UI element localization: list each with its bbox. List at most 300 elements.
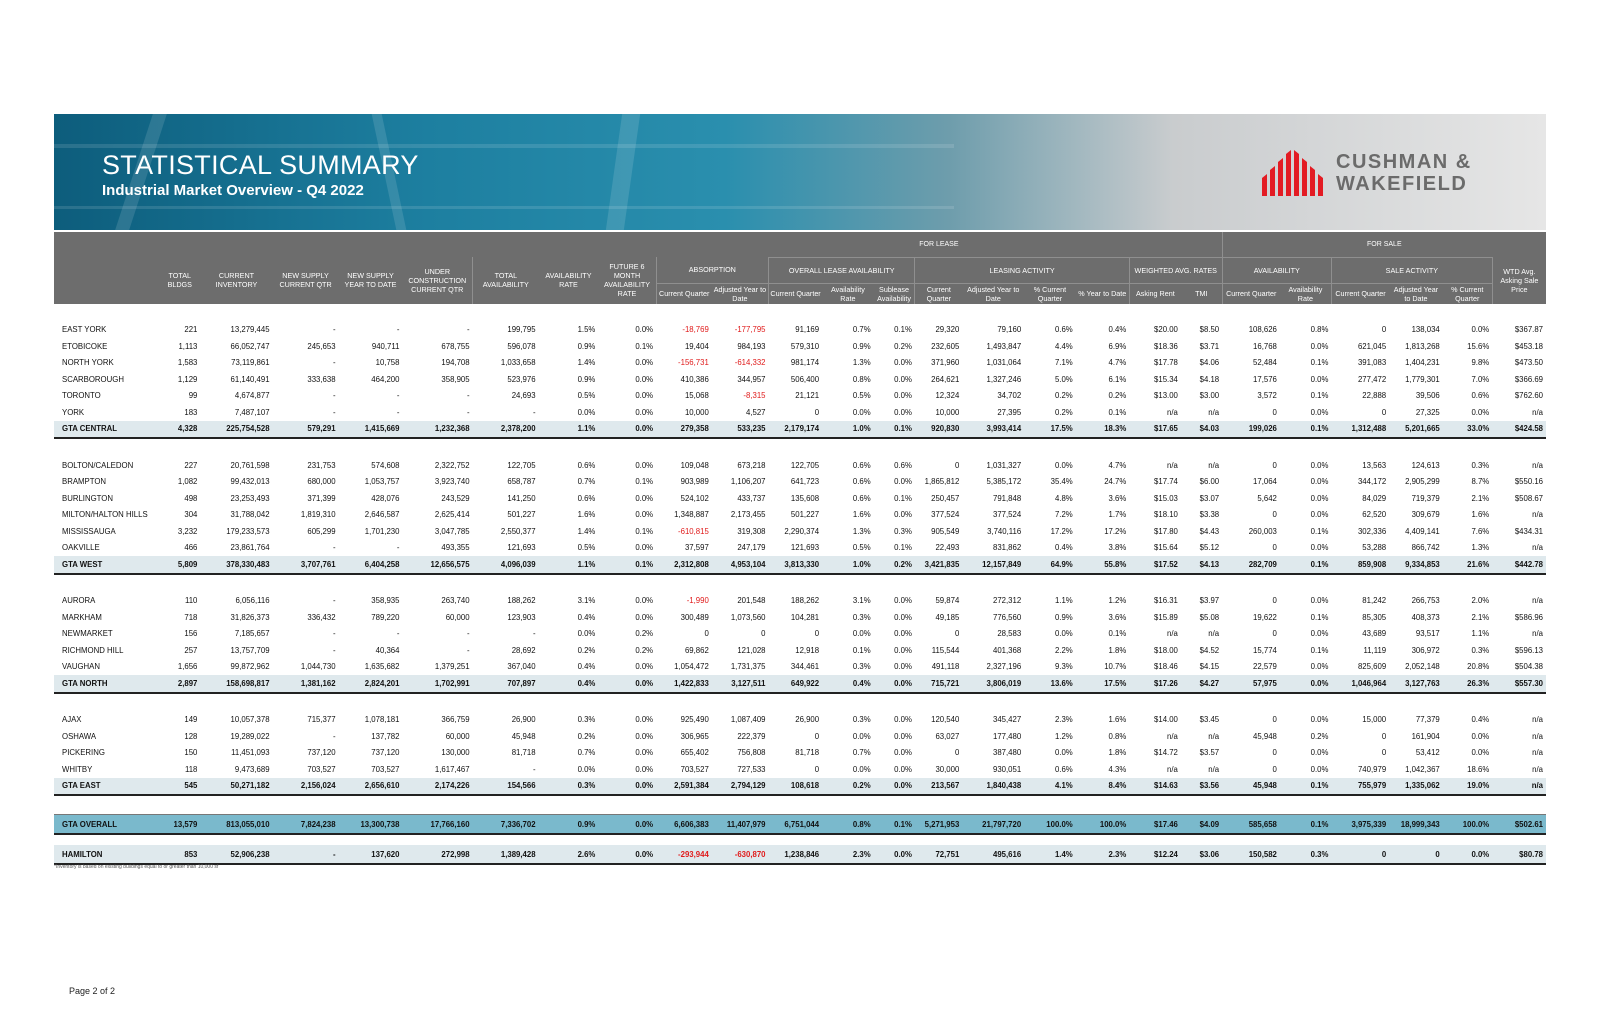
table-cell: 0.1% bbox=[1108, 407, 1127, 417]
table-cell: 20.8% bbox=[1467, 662, 1490, 672]
table-cell: 0.1% bbox=[1310, 526, 1329, 536]
table-cell: 1,840,438 bbox=[962, 778, 1024, 796]
col-total-bldgs: TOTAL BLDGS bbox=[159, 257, 200, 304]
table-cell: 10.7% bbox=[1104, 662, 1127, 672]
table-cell: 1,583 bbox=[177, 358, 198, 368]
table-cell: 4.7% bbox=[1108, 358, 1127, 368]
table-cell: 0.9% bbox=[577, 374, 596, 384]
table-cell: 135,608 bbox=[790, 493, 820, 503]
table-cell: 108,626 bbox=[1248, 325, 1277, 335]
table-cell: 6.9% bbox=[1108, 341, 1127, 351]
table-cell: 345,427 bbox=[992, 715, 1022, 725]
table-cell: 0.3% bbox=[894, 526, 912, 536]
table-row bbox=[54, 457, 1546, 474]
table-cell: 0.9% bbox=[539, 815, 599, 835]
table-cell: 940,711 bbox=[371, 341, 400, 351]
table-cell: 30,000 bbox=[935, 764, 960, 774]
table-cell: 26,900 bbox=[795, 715, 820, 725]
table-cell: 3,740,116 bbox=[987, 526, 1022, 536]
table-cell: 5,385,172 bbox=[986, 477, 1022, 487]
table-cell: 1,031,327 bbox=[986, 460, 1022, 470]
col-tmi: TMI bbox=[1181, 283, 1222, 304]
submarket-name: HAMILTON bbox=[54, 845, 159, 864]
table-cell: 0.6% bbox=[852, 460, 871, 470]
table-cell: n/a bbox=[1532, 748, 1543, 758]
table-cell: 703,527 bbox=[371, 764, 400, 774]
table-cell: 0 bbox=[704, 629, 709, 639]
overall-lease-availability-group: OVERALL LEASE AVAILABILITY bbox=[769, 257, 915, 283]
table-cell: 0.2% bbox=[1054, 391, 1073, 401]
table-cell: 3,421,835 bbox=[915, 556, 962, 574]
table-cell: 0.0% bbox=[577, 629, 596, 639]
table-cell: 3,813,330 bbox=[769, 556, 823, 574]
table-cell: 55.8% bbox=[1076, 556, 1130, 574]
table-cell: 177,480 bbox=[992, 731, 1022, 741]
table-cell: 813,055,010 bbox=[200, 815, 272, 835]
table-cell: 19,404 bbox=[684, 341, 709, 351]
col-total-availability: TOTAL AVAILABILITY bbox=[473, 257, 539, 304]
table-cell: 1,389,428 bbox=[473, 845, 539, 864]
table-cell: 0.1% bbox=[1310, 612, 1329, 622]
table-cell: 737,120 bbox=[371, 748, 400, 758]
table-cell: 0.6% bbox=[577, 493, 596, 503]
table-cell: $15.34 bbox=[1154, 374, 1178, 384]
table-cell: 72,751 bbox=[915, 845, 962, 864]
table-cell: 506,400 bbox=[790, 374, 820, 384]
table-cell: 4,674,877 bbox=[234, 391, 270, 401]
table-cell: 11,119 bbox=[1363, 645, 1387, 655]
table-cell: 0.0% bbox=[894, 510, 912, 520]
total-row bbox=[54, 675, 1546, 693]
table-cell: 93,517 bbox=[1415, 629, 1440, 639]
table-cell: 984,193 bbox=[737, 341, 766, 351]
table-cell: 0.0% bbox=[1310, 493, 1329, 503]
table-cell: 498 bbox=[184, 493, 198, 503]
table-cell: 264,621 bbox=[931, 374, 960, 384]
table-cell: 250,457 bbox=[931, 493, 960, 503]
table-cell: 1,327,246 bbox=[986, 374, 1022, 384]
table-cell: - bbox=[532, 629, 536, 639]
submarket-name: NORTH YORK bbox=[62, 358, 114, 368]
col-availability-rate: AVAILABILITY RATE bbox=[539, 257, 599, 304]
table-cell: 179,233,573 bbox=[226, 526, 270, 536]
table-cell: 925,490 bbox=[680, 715, 709, 725]
submarket-name: AJAX bbox=[62, 715, 82, 725]
table-cell: 0.0% bbox=[1310, 477, 1329, 487]
table-cell: 641,723 bbox=[790, 477, 820, 487]
table-cell: 649,922 bbox=[769, 675, 823, 693]
table-cell: 0.0% bbox=[635, 543, 654, 553]
table-cell: $3.56 bbox=[1181, 778, 1222, 796]
table-cell: 3.6% bbox=[1108, 612, 1127, 622]
table-cell: 0 bbox=[1272, 510, 1277, 520]
table-cell: 52,484 bbox=[1253, 358, 1277, 368]
table-cell: 19.0% bbox=[1443, 778, 1492, 796]
table-cell: 579,310 bbox=[790, 341, 820, 351]
table-cell: 0.2% bbox=[894, 341, 912, 351]
submarket-name: WHITBY bbox=[62, 764, 93, 774]
table-cell: 3,975,339 bbox=[1331, 815, 1389, 835]
table-cell: 1,381,162 bbox=[273, 675, 339, 693]
table-row bbox=[54, 355, 1546, 372]
table-cell: 1.3% bbox=[1471, 543, 1490, 553]
table-cell: 0.0% bbox=[894, 645, 912, 655]
table-cell: 40,364 bbox=[375, 645, 400, 655]
table-cell: $366.69 bbox=[1514, 374, 1543, 384]
table-cell: $508.67 bbox=[1514, 493, 1543, 503]
table-cell: 0.0% bbox=[1310, 715, 1329, 725]
table-cell: - bbox=[332, 596, 336, 606]
table-cell: n/a bbox=[1208, 764, 1220, 774]
table-cell: - bbox=[332, 543, 336, 553]
col-la-adjusted-ytd: Adjusted Year to Date bbox=[962, 283, 1024, 304]
table-cell: 1,232,368 bbox=[402, 421, 472, 439]
table-cell: 524,102 bbox=[680, 493, 709, 503]
table-cell: 0.5% bbox=[852, 543, 871, 553]
table-cell: 0.0% bbox=[1310, 374, 1329, 384]
table-cell: 0.7% bbox=[852, 325, 871, 335]
table-cell: 0 bbox=[1381, 407, 1387, 417]
table-cell: 0.1% bbox=[894, 543, 912, 553]
table-cell: n/a bbox=[1532, 543, 1543, 553]
table-cell: $3.71 bbox=[1199, 341, 1220, 351]
table-cell: 3,993,414 bbox=[962, 421, 1024, 439]
col-ola-availability-rate: Availability Rate bbox=[822, 283, 874, 304]
table-cell: $4.09 bbox=[1181, 815, 1222, 835]
table-cell: 91,169 bbox=[795, 325, 820, 335]
weighted-avg-rates-group: WEIGHTED AVG. RATES bbox=[1129, 257, 1222, 283]
table-cell: 37,597 bbox=[684, 543, 709, 553]
table-cell: $18.46 bbox=[1154, 662, 1178, 672]
table-cell: 5,271,953 bbox=[915, 815, 962, 835]
table-cell: 5,201,665 bbox=[1389, 421, 1443, 439]
page-subtitle: Industrial Market Overview - Q4 2022 bbox=[102, 182, 364, 199]
table-cell: 930,051 bbox=[992, 764, 1022, 774]
table-cell: 1,813,268 bbox=[1405, 341, 1440, 351]
logo-bars-icon bbox=[1258, 148, 1328, 196]
table-cell: 1,082 bbox=[177, 477, 198, 487]
table-cell: 0.4% bbox=[539, 675, 599, 693]
table-cell: 433,737 bbox=[737, 493, 766, 503]
table-cell: 13,563 bbox=[1362, 460, 1387, 470]
table-cell: 3.1% bbox=[577, 596, 596, 606]
table-cell: 194,708 bbox=[441, 358, 470, 368]
table-cell: 0 bbox=[1331, 845, 1389, 864]
sale-activity-group: SALE ACTIVITY bbox=[1331, 257, 1492, 283]
submarket-name: GTA WEST bbox=[54, 556, 159, 574]
table-cell: 1,106,207 bbox=[730, 477, 766, 487]
table-cell: n/a bbox=[1167, 460, 1178, 470]
table-cell: 2,646,587 bbox=[364, 510, 400, 520]
table-cell: 225,754,528 bbox=[200, 421, 272, 439]
table-cell: 138,034 bbox=[1411, 325, 1440, 335]
table-cell: 108,618 bbox=[769, 778, 823, 796]
table-cell: - bbox=[532, 407, 536, 417]
table-cell: 6,606,383 bbox=[656, 815, 712, 835]
table-row bbox=[54, 626, 1546, 643]
table-cell: 3,047,785 bbox=[434, 526, 470, 536]
table-cell: 0.8% bbox=[1108, 731, 1127, 741]
table-cell: $3.57 bbox=[1199, 748, 1220, 758]
table-body bbox=[54, 304, 1546, 865]
table-cell: 2.1% bbox=[1471, 612, 1490, 622]
table-cell: 4.8% bbox=[1054, 493, 1073, 503]
table-cell: 0.8% bbox=[852, 374, 871, 384]
table-cell: 358,935 bbox=[371, 596, 400, 606]
col-abs-current-quarter: Current Quarter bbox=[656, 283, 712, 304]
table-cell: $14.00 bbox=[1154, 715, 1178, 725]
table-cell: 0.0% bbox=[894, 748, 912, 758]
for-sale-group: FOR SALE bbox=[1222, 232, 1546, 257]
table-cell: 29,320 bbox=[935, 325, 960, 335]
table-cell: 13,279,445 bbox=[230, 325, 270, 335]
table-row bbox=[54, 322, 1546, 339]
col-sa-adjusted-ytd: Adjusted Year to Date bbox=[1389, 283, 1443, 304]
table-cell: n/a bbox=[1167, 764, 1178, 774]
table-cell: 1,635,682 bbox=[364, 662, 400, 672]
table-cell: 99 bbox=[188, 391, 198, 401]
table-cell: 1.6% bbox=[1108, 715, 1127, 725]
table-cell: 306,972 bbox=[1411, 645, 1440, 655]
table-cell: 401,368 bbox=[992, 645, 1022, 655]
table-cell: 35.4% bbox=[1050, 477, 1073, 487]
submarket-name: NEWMARKET bbox=[62, 629, 113, 639]
col-sa-pct-current-quarter: % Current Quarter bbox=[1443, 283, 1492, 304]
table-cell: 15.6% bbox=[1467, 341, 1490, 351]
table-cell: 0.4% bbox=[1108, 325, 1127, 335]
table-cell: 2.2% bbox=[1054, 645, 1073, 655]
table-cell: 23,861,764 bbox=[230, 543, 270, 553]
table-cell: 0.0% bbox=[894, 715, 912, 725]
table-cell: 118 bbox=[184, 764, 198, 774]
table-cell: $15.64 bbox=[1154, 543, 1178, 553]
table-cell: 0.0% bbox=[635, 662, 654, 672]
table-cell: 201,548 bbox=[737, 596, 766, 606]
table-cell: n/a bbox=[1532, 510, 1543, 520]
table-cell: 17.5% bbox=[1076, 675, 1130, 693]
table-cell: 0.9% bbox=[852, 341, 871, 351]
table-cell: 161,904 bbox=[1411, 731, 1440, 741]
table-cell: $596.13 bbox=[1514, 645, 1543, 655]
table-cell: 0.8% bbox=[1310, 325, 1329, 335]
table-cell: 6.1% bbox=[1108, 374, 1127, 384]
table-cell: 4,953,104 bbox=[712, 556, 769, 574]
table-cell: 45,948 bbox=[1253, 731, 1277, 741]
table-cell: 0.1% bbox=[1310, 358, 1329, 368]
table-cell: 0 bbox=[1381, 731, 1387, 741]
table-cell: 1.1% bbox=[1471, 629, 1490, 639]
table-cell: $442.78 bbox=[1492, 556, 1546, 574]
table-cell: 31,826,373 bbox=[230, 612, 270, 622]
table-cell: 279,358 bbox=[656, 421, 712, 439]
table-cell: 4,409,141 bbox=[1405, 526, 1440, 536]
table-cell: - bbox=[466, 629, 470, 639]
table-cell: 10,000 bbox=[935, 407, 960, 417]
table-cell: 0.1% bbox=[1310, 645, 1329, 655]
table-cell: -293,944 bbox=[656, 845, 712, 864]
table-cell: 1.1% bbox=[539, 421, 599, 439]
table-cell: 1.4% bbox=[1024, 845, 1076, 864]
table-cell: 491,118 bbox=[931, 662, 960, 672]
table-cell: 263,740 bbox=[441, 596, 470, 606]
table-cell: 100.0% bbox=[1443, 815, 1492, 835]
table-cell: 130,000 bbox=[441, 748, 470, 758]
table-cell: 7.2% bbox=[1054, 510, 1073, 520]
table-cell: $6.00 bbox=[1199, 477, 1220, 487]
table-cell: 1,054,472 bbox=[674, 662, 709, 672]
table-cell: 272,312 bbox=[992, 596, 1022, 606]
table-cell: 0.6% bbox=[894, 460, 912, 470]
table-cell: 658,787 bbox=[507, 477, 536, 487]
table-cell: 137,620 bbox=[339, 845, 403, 864]
table-cell: 15,774 bbox=[1253, 645, 1277, 655]
table-cell: 1,348,887 bbox=[674, 510, 709, 520]
table-cell: 7.1% bbox=[1054, 358, 1073, 368]
table-cell: 1,404,231 bbox=[1405, 358, 1440, 368]
table-cell: 0.0% bbox=[1280, 675, 1332, 693]
table-cell: 0.4% bbox=[577, 612, 596, 622]
table-cell: 0.0% bbox=[894, 358, 912, 368]
table-cell: 533,235 bbox=[712, 421, 769, 439]
table-cell: 19,289,022 bbox=[230, 731, 270, 741]
table-cell: $17.74 bbox=[1154, 477, 1178, 487]
table-cell: 545 bbox=[159, 778, 200, 796]
table-cell: 1,617,467 bbox=[434, 764, 470, 774]
table-cell: 0.0% bbox=[635, 325, 654, 335]
table-cell: 0.3% bbox=[852, 662, 871, 672]
table-cell: 3.8% bbox=[1108, 543, 1127, 553]
table-cell: $8.50 bbox=[1199, 325, 1220, 335]
submarket-name: RICHMOND HILL bbox=[62, 645, 124, 655]
table-cell: 920,830 bbox=[915, 421, 962, 439]
table-cell: $473.50 bbox=[1514, 358, 1543, 368]
submarket-name: OAKVILLE bbox=[62, 543, 100, 553]
table-cell: - bbox=[332, 358, 336, 368]
table-cell: 304 bbox=[184, 510, 198, 520]
col-av-current-quarter: Current Quarter bbox=[1222, 283, 1280, 304]
table-cell: 2,550,377 bbox=[500, 526, 536, 536]
table-cell: 2,656,610 bbox=[339, 778, 403, 796]
table-cell: 3,572 bbox=[1257, 391, 1277, 401]
table-cell: 718 bbox=[184, 612, 198, 622]
table-cell: 1.6% bbox=[1471, 510, 1490, 520]
table-cell: 0.0% bbox=[635, 596, 654, 606]
table-cell: 0 bbox=[1381, 325, 1387, 335]
table-cell: 9.3% bbox=[1054, 662, 1073, 672]
table-cell: 17.2% bbox=[1104, 526, 1127, 536]
table-cell: 0.3% bbox=[539, 778, 599, 796]
table-cell: 45,948 bbox=[511, 731, 536, 741]
table-cell: 243,529 bbox=[441, 493, 470, 503]
table-cell: 2,378,200 bbox=[473, 421, 539, 439]
table-cell: 0 bbox=[814, 629, 820, 639]
table-cell: 0.2% bbox=[577, 645, 596, 655]
table-cell: 1.1% bbox=[539, 556, 599, 574]
table-cell: 1,702,991 bbox=[402, 675, 472, 693]
table-cell: 63,027 bbox=[935, 731, 960, 741]
table-cell: -8,315 bbox=[743, 391, 766, 401]
table-cell: $3.00 bbox=[1199, 391, 1220, 401]
table-cell: 2,327,196 bbox=[986, 662, 1022, 672]
table-cell: 0.0% bbox=[852, 731, 871, 741]
table-row bbox=[54, 388, 1546, 405]
table-cell: 0.0% bbox=[598, 845, 656, 864]
submarket-name: MILTON/HALTON HILLS bbox=[62, 510, 148, 520]
table-cell: 336,432 bbox=[307, 612, 336, 622]
table-cell: 0.0% bbox=[1054, 629, 1073, 639]
table-cell: 0.1% bbox=[894, 325, 912, 335]
table-cell: $3.07 bbox=[1199, 493, 1220, 503]
table-cell: - bbox=[332, 407, 336, 417]
table-cell: 5,809 bbox=[159, 556, 200, 574]
table-cell: 0.0% bbox=[894, 629, 912, 639]
table-cell: 17,766,160 bbox=[402, 815, 472, 835]
page-number: Page 2 of 2 bbox=[69, 986, 116, 996]
table-cell: 266,753 bbox=[1411, 596, 1440, 606]
submarket-name: GTA NORTH bbox=[54, 675, 159, 693]
table-cell: 232,605 bbox=[931, 341, 960, 351]
table-cell: $17.52 bbox=[1129, 556, 1181, 574]
table-cell: 0 bbox=[1272, 629, 1277, 639]
table-cell: 853 bbox=[159, 845, 200, 864]
table-cell: 17,064 bbox=[1253, 477, 1277, 487]
absorption-group: ABSORPTION bbox=[656, 257, 768, 283]
table-cell: -177,795 bbox=[734, 325, 766, 335]
table-cell: 0.1% bbox=[1310, 391, 1329, 401]
submarket-name: GTA CENTRAL bbox=[54, 421, 159, 439]
table-cell: 11,407,979 bbox=[712, 815, 769, 835]
table-cell: 24,693 bbox=[511, 391, 536, 401]
table-cell: 1.8% bbox=[1108, 748, 1127, 758]
table-cell: 122,705 bbox=[507, 460, 536, 470]
table-cell: 9,334,853 bbox=[1389, 556, 1443, 574]
table-cell: 1,865,812 bbox=[924, 477, 960, 487]
table-cell: 0.6% bbox=[1054, 325, 1073, 335]
table-cell: 0.1% bbox=[874, 421, 915, 439]
table-cell: 378,330,483 bbox=[200, 556, 272, 574]
table-cell: 85,305 bbox=[1362, 612, 1387, 622]
table-cell: 81,718 bbox=[511, 748, 536, 758]
table-cell: 1,312,488 bbox=[1331, 421, 1389, 439]
table-cell: 387,480 bbox=[992, 748, 1022, 758]
table-cell: n/a bbox=[1532, 715, 1543, 725]
table-cell: $3.06 bbox=[1181, 845, 1222, 864]
table-cell: 1,078,181 bbox=[364, 715, 400, 725]
table-cell: 501,227 bbox=[790, 510, 820, 520]
col-sa-current-quarter: Current Quarter bbox=[1331, 283, 1389, 304]
table-row bbox=[54, 371, 1546, 388]
table-cell: $4.27 bbox=[1181, 675, 1222, 693]
table-cell: 0 bbox=[1389, 845, 1443, 864]
table-cell: $4.15 bbox=[1199, 662, 1220, 672]
table-cell: 0.0% bbox=[1054, 748, 1073, 758]
table-cell: $453.18 bbox=[1514, 341, 1543, 351]
table-cell: 141,250 bbox=[507, 493, 536, 503]
table-cell: 0.1% bbox=[894, 493, 912, 503]
table-cell: 0.2% bbox=[1108, 391, 1127, 401]
table-cell: 408,373 bbox=[1411, 612, 1440, 622]
table-cell: 0.0% bbox=[635, 510, 654, 520]
table-cell: 0.1% bbox=[598, 556, 656, 574]
table-cell: 1,335,062 bbox=[1389, 778, 1443, 796]
table-cell: 81,718 bbox=[795, 748, 820, 758]
table-cell: 903,989 bbox=[680, 477, 709, 487]
table-cell: 34,702 bbox=[997, 391, 1022, 401]
table-cell: 115,544 bbox=[931, 645, 960, 655]
table-cell: n/a bbox=[1532, 596, 1543, 606]
table-cell: 715,721 bbox=[915, 675, 962, 693]
table-cell: 0.0% bbox=[894, 477, 912, 487]
